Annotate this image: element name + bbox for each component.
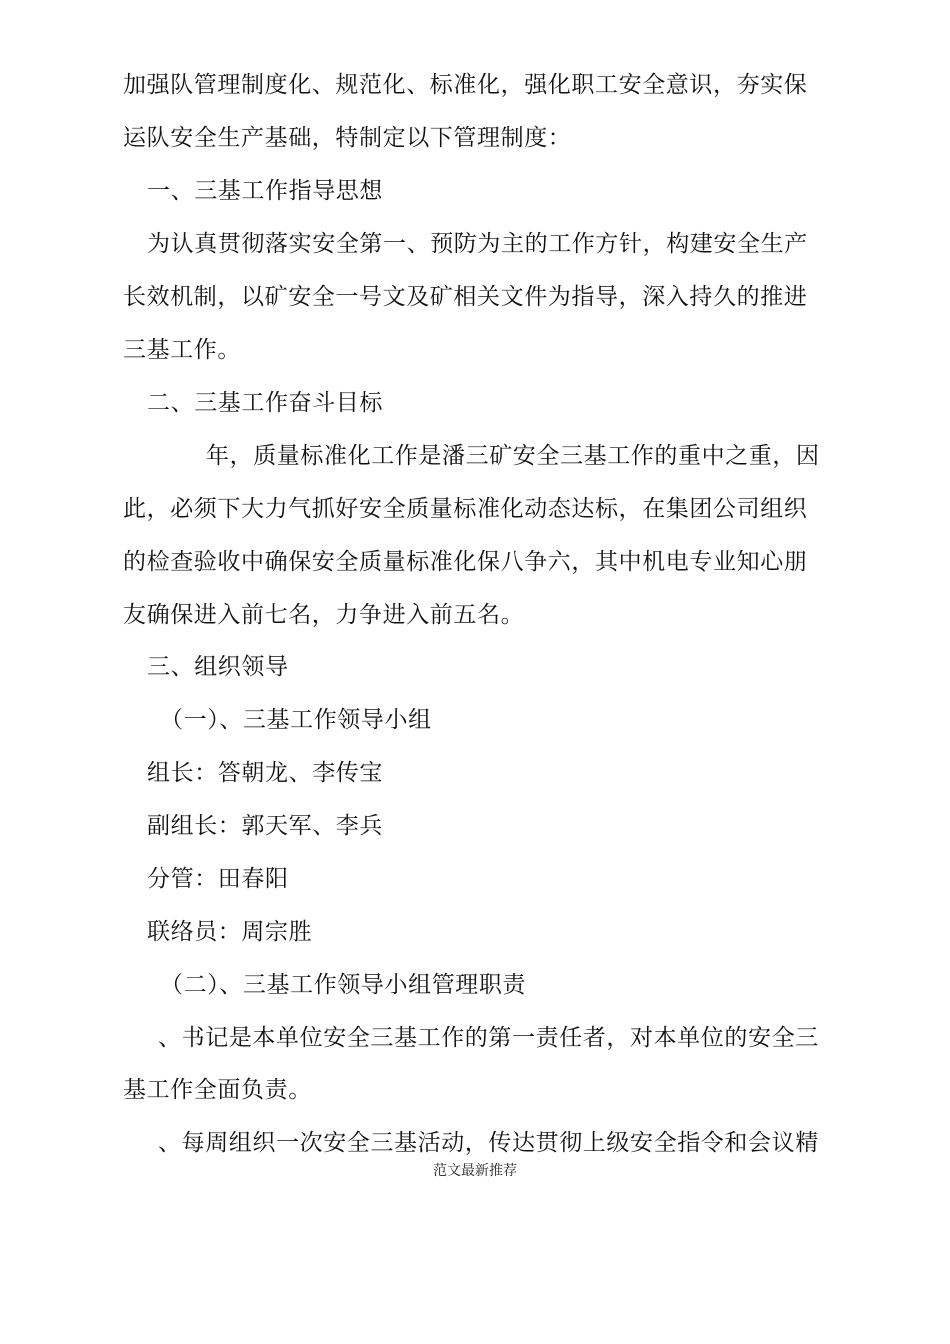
- body-text-line: 此，必须下大力气抓好安全质量标准化动态达标，在集团公司组织: [123, 496, 808, 522]
- body-text-line: 分管：田春阳: [147, 866, 289, 892]
- section-heading: 二、三基工作奋斗目标: [147, 390, 383, 416]
- page-footer: 范文最新推荐: [433, 1163, 517, 1179]
- body-text-line: 为认真贯彻落实安全第一、预防为主的工作方针，构建安全生产: [147, 231, 808, 257]
- body-text-line: 副组长：郭天军、李兵: [147, 813, 383, 839]
- body-text-line: 、书记是本单位安全三基工作的第一责任者，对本单位的安全三: [158, 1025, 819, 1051]
- body-text-line: 、每周组织一次安全三基活动，传达贯彻上级安全指令和会议精: [158, 1130, 819, 1156]
- subsection-heading: （一）、三基工作领导小组: [160, 707, 432, 733]
- body-text-line: 组长：答朝龙、李传宝: [147, 760, 383, 786]
- body-text-line: 年，质量标准化工作是潘三矿安全三基工作的重中之重，因: [206, 443, 820, 469]
- body-text-line: 基工作全面负责。: [123, 1077, 312, 1103]
- body-text-line: 三基工作。: [123, 337, 241, 363]
- body-text-line: 运队安全生产基础，特制定以下管理制度：: [123, 125, 572, 151]
- section-heading: 一、三基工作指导思想: [147, 178, 383, 204]
- body-text-line: 加强队管理制度化、规范化、标准化，强化职工安全意识，夯实保: [123, 72, 808, 98]
- body-text-line: 的检查验收中确保安全质量标准化保八争六，其中机电专业知心朋: [123, 549, 808, 575]
- subsection-heading: （二）、三基工作领导小组管理职责: [160, 972, 527, 998]
- body-text-line: 友确保进入前七名，力争进入前五名。: [123, 602, 525, 628]
- section-heading: 三、组织领导: [147, 654, 289, 680]
- body-text-line: 联络员：周宗胜: [147, 919, 313, 945]
- body-text-line: 长效机制，以矿安全一号文及矿相关文件为指导，深入持久的推进: [123, 284, 808, 310]
